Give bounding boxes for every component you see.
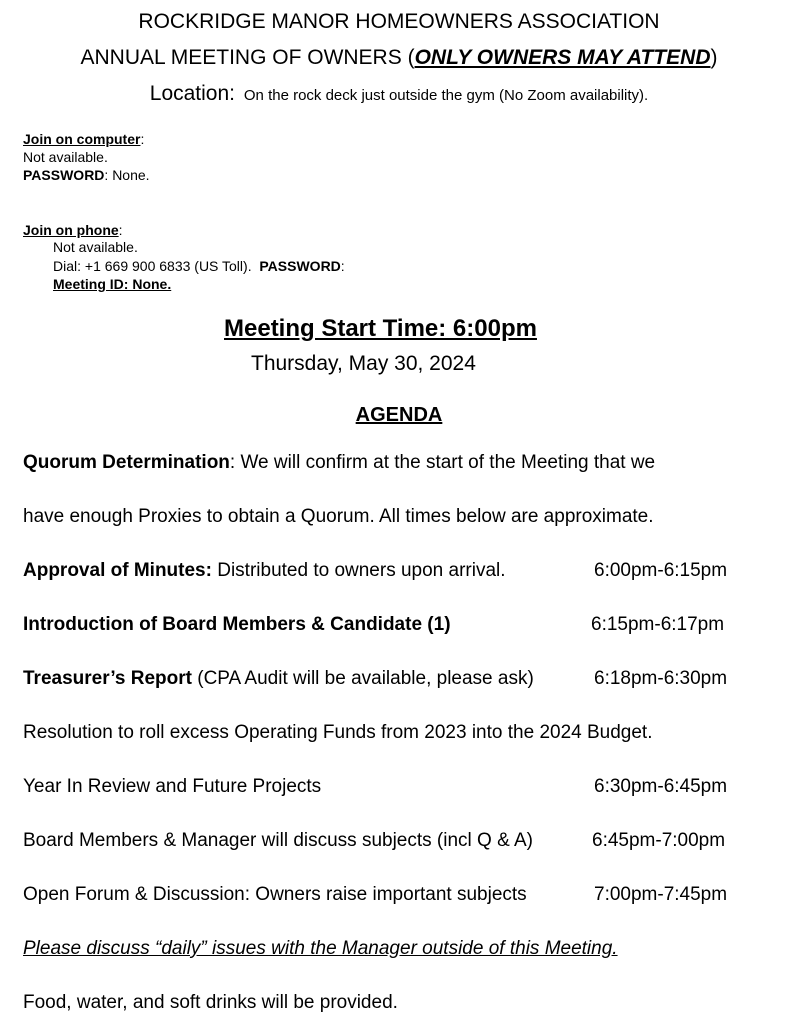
location-text: On the rock deck just outside the gym (No Zoom availability). xyxy=(243,87,649,104)
agenda-item-text: Resolution to roll excess Operating Funds from 2023 into the 2024 Budget. xyxy=(23,722,653,743)
agenda-item-text: (CPA Audit will be available, please ask) xyxy=(191,668,534,689)
org-title: ROCKRIDGE MANOR HOMEOWNERS ASSOCIATION xyxy=(138,10,660,33)
agenda-item-time: 6:45pm-7:00pm xyxy=(592,830,726,851)
agenda-item-text: Year In Review and Future Projects xyxy=(23,776,322,797)
meeting-date: Thursday, May 30, 2024 xyxy=(251,352,476,375)
quorum-line-1 xyxy=(23,452,655,474)
agenda-item-time: 6:15pm-6:17pm xyxy=(591,614,725,635)
computer-availability: Not available. xyxy=(23,149,108,165)
daily-issues-note: Please discuss “daily” issues with the Manager outside of this Meeting. xyxy=(23,938,618,959)
phone-availability: Not available. xyxy=(53,239,138,255)
meeting-title xyxy=(0,46,798,70)
agenda-item xyxy=(23,830,533,852)
agenda-item-time: 6:30pm-6:45pm xyxy=(594,776,728,797)
agenda-item xyxy=(23,884,527,906)
phone-label: Join on phone xyxy=(23,222,119,238)
agenda-item-text: Distributed to owners upon arrival. xyxy=(211,560,506,581)
phone-dial-line xyxy=(53,258,345,274)
meeting-start-time: Meeting Start Time: 6:00pm xyxy=(224,315,537,342)
refreshments-note: Food, water, and soft drinks will be provided. xyxy=(23,992,398,1013)
agenda-item xyxy=(23,668,534,690)
location-label: Location: xyxy=(149,82,235,105)
agenda-heading: AGENDA xyxy=(355,404,443,426)
agenda-item-title: Introduction of Board Members & Candidate (1) xyxy=(23,614,451,635)
agenda-item-time: 6:18pm-6:30pm xyxy=(594,668,728,689)
meeting-title-suffix: ) xyxy=(710,46,718,69)
computer-colon: : xyxy=(140,131,145,147)
agenda-item xyxy=(23,776,321,798)
quorum-text-1: : We will confirm at the start of the Meeting that we xyxy=(229,452,656,473)
location-line xyxy=(0,82,798,106)
phone-password-label: PASSWORD xyxy=(259,258,341,274)
computer-password-label: PASSWORD xyxy=(23,167,105,183)
meeting-title-prefix: ANNUAL MEETING OF OWNERS ( xyxy=(80,46,415,69)
agenda-item xyxy=(23,722,653,744)
quorum-line-2: have enough Proxies to obtain a Quorum. All times below are approximate. xyxy=(23,506,654,527)
computer-label: Join on computer xyxy=(23,131,141,147)
agenda-item-time: 7:00pm-7:45pm xyxy=(594,884,728,905)
agenda-item-text: Open Forum & Discussion: Owners raise important subjects xyxy=(23,884,527,905)
agenda-item xyxy=(23,614,451,636)
computer-section-heading xyxy=(23,131,144,147)
computer-password-value: : None. xyxy=(104,167,150,183)
agenda-item-title: Approval of Minutes: xyxy=(23,560,212,581)
phone-section-heading xyxy=(23,222,123,238)
phone-dial: Dial: +1 669 900 6833 (US Toll). xyxy=(53,258,252,274)
meeting-id: Meeting ID: None. xyxy=(53,276,172,292)
quorum-label: Quorum Determination xyxy=(23,452,230,473)
agenda-item-time: 6:00pm-6:15pm xyxy=(594,560,728,581)
agenda-item-text: Board Members & Manager will discuss subjects (incl Q & A) xyxy=(23,830,534,851)
phone-colon: : xyxy=(118,222,123,238)
agenda-item-title: Treasurer’s Report xyxy=(23,668,192,689)
phone-password-colon: : xyxy=(340,258,345,274)
agenda-item xyxy=(23,560,506,582)
owners-only-notice: ONLY OWNERS MAY ATTEND xyxy=(414,46,711,69)
computer-password-line xyxy=(23,167,150,183)
